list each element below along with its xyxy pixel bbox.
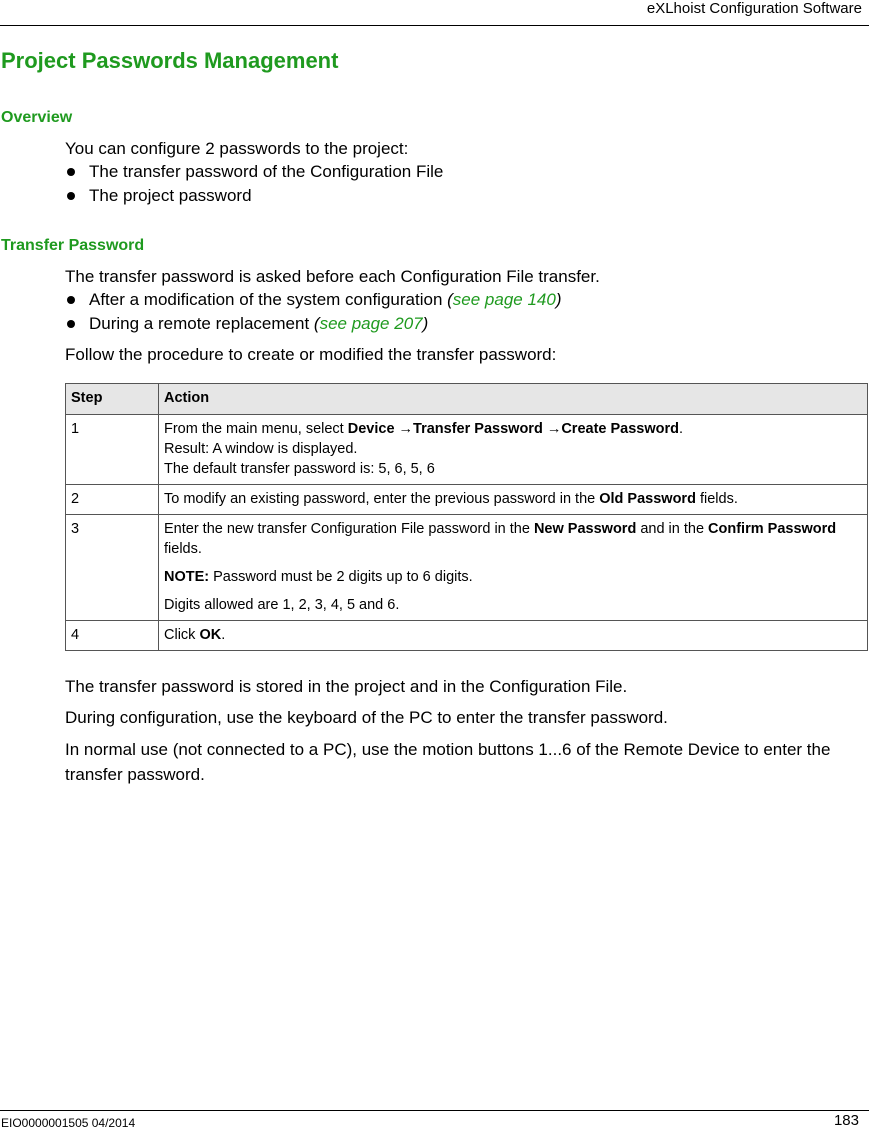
step-action: From the main menu, select Device →Transfer Password →Create Password. Result: A window is displayed. The default transfer password is: 5, 6, 5, 6 [159, 415, 868, 485]
overview-list [65, 160, 443, 208]
footer-divider [0, 1110, 869, 1111]
procedure-intro: Follow the procedure to create or modified the transfer password: [65, 345, 557, 364]
transfer-intro: The transfer password is asked before each Configuration File transfer. [65, 267, 600, 286]
transfer-password-heading: Transfer Password [1, 237, 145, 254]
list-item: After a modification of the system configuration (see page 140) [65, 288, 562, 312]
list-item: The project password [65, 184, 443, 208]
step-action: To modify an existing password, enter the previous password in the Old Password fields. [159, 485, 868, 515]
step-action: Enter the new transfer Configuration File password in the New Password and in the Confirm Password fields. NOTE: Password must be 2 digits up to 6 digits. Digits allowed are 1, 2, 3, 4, 5 and 6. [159, 515, 868, 621]
table-row [66, 621, 868, 651]
step-column-header: Step [66, 384, 159, 415]
step-action: Click OK. [159, 621, 868, 651]
table-header-row [66, 384, 868, 415]
table-row [66, 415, 868, 485]
list-item: The transfer password of the Configuration File [65, 160, 443, 184]
running-header: eXLhoist Configuration Software [646, 0, 862, 17]
see-page-207-link[interactable]: see page 207 [319, 314, 423, 333]
table-row [66, 515, 868, 621]
step-number: 3 [66, 515, 159, 621]
bullet-icon [67, 168, 75, 176]
bullet-icon [67, 296, 75, 304]
procedure-table [65, 383, 868, 651]
step-number: 4 [66, 621, 159, 651]
list-item: During a remote replacement (see page 207) [65, 312, 562, 336]
step-number: 1 [66, 415, 159, 485]
keyboard-note: During configuration, use the keyboard of the PC to enter the transfer password. [65, 708, 668, 727]
see-page-140-link[interactable]: see page 140 [452, 290, 556, 309]
overview-heading: Overview [1, 109, 73, 126]
bullet-icon [67, 320, 75, 328]
transfer-list [65, 288, 562, 336]
bullet-icon [67, 192, 75, 200]
document-reference: EIO0000001505 04/2014 [1, 1116, 136, 1130]
stored-note: The transfer password is stored in the project and in the Configuration File. [65, 677, 628, 696]
page-title: Project Passwords Management [1, 48, 339, 73]
step-number: 2 [66, 485, 159, 515]
overview-intro: You can configure 2 passwords to the project: [65, 139, 409, 158]
table-row [66, 485, 868, 515]
motion-buttons-note: In normal use (not connected to a PC), use the motion buttons 1...6 of the Remote Device to enter the transfer password. [65, 740, 831, 784]
action-column-header: Action [159, 384, 868, 415]
page-number: 183 [833, 1112, 859, 1129]
header-divider [0, 25, 869, 26]
